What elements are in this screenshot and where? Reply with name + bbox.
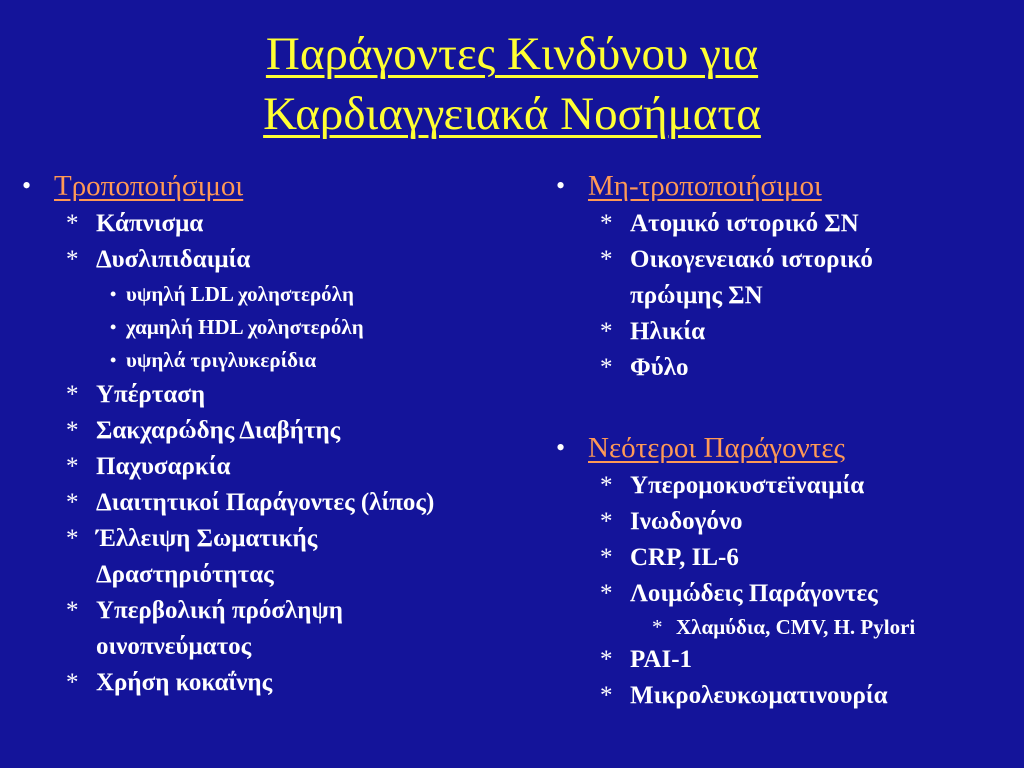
asterisk-icon: * bbox=[66, 453, 79, 480]
sub-list-item: • υψηλά τριγλυκερίδια bbox=[14, 344, 574, 377]
asterisk-icon: * bbox=[600, 544, 613, 571]
list-item: * Ηλικία bbox=[548, 314, 1018, 350]
list-item: * Διαιτητικοί Παράγοντες (λίπος) bbox=[14, 485, 574, 521]
asterisk-icon: * bbox=[66, 417, 79, 444]
list-item: * PAI-1 bbox=[548, 642, 1018, 678]
list-item: * Υπερομοκυστεϊναιμία bbox=[548, 468, 1018, 504]
asterisk-icon: * bbox=[600, 580, 613, 607]
list-item: * Δυσλιπιδαιμία bbox=[14, 242, 574, 278]
list-item: * Λοιμώδεις Παράγοντες bbox=[548, 576, 1018, 612]
left-column bbox=[14, 166, 574, 701]
asterisk-icon: * bbox=[66, 489, 79, 516]
asterisk-icon: * bbox=[652, 615, 663, 639]
list-item: * Ινωδογόνο bbox=[548, 504, 1018, 540]
bullet-icon: • bbox=[110, 350, 117, 370]
heading-newer-factors: • Νεότεροι Παράγοντες bbox=[548, 428, 1018, 468]
list-item: * Σακχαρώδης Διαβήτης bbox=[14, 413, 574, 449]
heading-modifiable: • Τροποποιήσιμοι bbox=[14, 166, 574, 206]
right-column bbox=[548, 166, 1018, 714]
list-item: * Υπέρταση bbox=[14, 377, 574, 413]
list-item: * Χρήση κοκαΐνης bbox=[14, 665, 574, 701]
asterisk-icon: * bbox=[600, 682, 613, 709]
asterisk-icon: * bbox=[66, 525, 79, 552]
list-item: * CRP, IL-6 bbox=[548, 540, 1018, 576]
sub-list-item: • χαμηλή HDL χοληστερόλη bbox=[14, 311, 574, 344]
title-line-1: Παράγοντες Κινδύνου για bbox=[265, 28, 759, 80]
list-item: * Φύλο bbox=[548, 350, 1018, 386]
bullet-icon: • bbox=[556, 433, 566, 462]
asterisk-icon: * bbox=[66, 246, 79, 273]
asterisk-icon: * bbox=[600, 210, 613, 237]
asterisk-icon: * bbox=[600, 318, 613, 345]
list-item: * Παχυσαρκία bbox=[14, 449, 574, 485]
asterisk-icon: * bbox=[66, 597, 79, 624]
list-item: * Οικογενειακό ιστορικό πρώιμης ΣΝ bbox=[548, 242, 970, 314]
list-item: * Έλλειψη Σωματικής Δραστηριότητας bbox=[14, 521, 396, 593]
sub-list-item: * Χλαμύδια, CMV, H. Pylori bbox=[548, 612, 1018, 642]
asterisk-icon: * bbox=[600, 646, 613, 673]
sub-list-item: • υψηλή LDL χοληστερόλη bbox=[14, 278, 574, 311]
list-item: * Ατομικό ιστορικό ΣΝ bbox=[548, 206, 1018, 242]
asterisk-icon: * bbox=[600, 354, 613, 381]
heading-non-modifiable: • Μη-τροποποιήσιμοι bbox=[548, 166, 1018, 206]
asterisk-icon: * bbox=[600, 472, 613, 499]
bullet-icon: • bbox=[110, 317, 117, 337]
title-line-2: Καρδιαγγειακά Νοσήματα bbox=[263, 88, 761, 140]
bullet-icon: • bbox=[110, 284, 117, 304]
list-item: * Κάπνισμα bbox=[14, 206, 574, 242]
bullet-icon: • bbox=[22, 171, 32, 200]
asterisk-icon: * bbox=[600, 246, 613, 273]
slide-title bbox=[0, 24, 1024, 144]
asterisk-icon: * bbox=[66, 669, 79, 696]
bullet-icon: • bbox=[556, 171, 566, 200]
list-item: * Μικρολευκωματινουρία bbox=[548, 678, 1018, 714]
asterisk-icon: * bbox=[66, 210, 79, 237]
list-item: * Υπερβολική πρόσληψη οινοπνεύματος bbox=[14, 593, 476, 665]
asterisk-icon: * bbox=[66, 381, 79, 408]
asterisk-icon: * bbox=[600, 508, 613, 535]
